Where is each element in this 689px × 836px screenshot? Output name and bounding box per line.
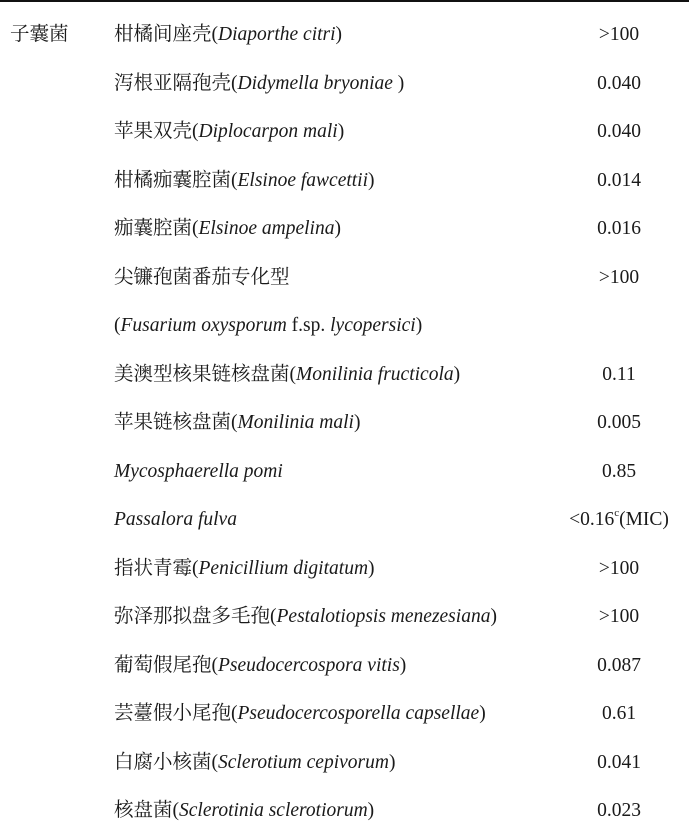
species-name (114, 690, 486, 739)
species-latin-name: Diplocarpon mali (198, 121, 338, 142)
table-row (0, 205, 689, 254)
table-row (0, 11, 689, 60)
species-name-text: 尖镰孢菌番茄专化型 (114, 266, 290, 288)
table-row (0, 351, 689, 400)
species-name (114, 60, 404, 109)
species-name-text: ) (367, 800, 375, 821)
value-text: 0.040 (597, 72, 641, 94)
ec50-value (548, 642, 689, 691)
ec50-value (548, 787, 689, 836)
ec50-value (548, 593, 689, 642)
species-name-text: ) (453, 363, 461, 385)
value-text: 0.023 (597, 800, 641, 821)
value-text: 0.005 (597, 412, 641, 433)
species-name-text: ) (388, 751, 396, 773)
table-row (0, 157, 689, 206)
species-name (114, 205, 341, 254)
species-latin-name: Pestalotiopsis menezesiana (276, 606, 491, 627)
table-row (0, 448, 689, 497)
species-name (114, 108, 344, 157)
species-name-text: ) (334, 218, 341, 239)
ec50-value (548, 690, 689, 739)
value-text: >100 (598, 557, 640, 579)
ec50-value (548, 108, 689, 157)
species-latin-name: Penicillium digitatum (198, 557, 369, 579)
table-row (0, 787, 689, 836)
species-latin-name: Fusarium oxysporum (120, 315, 287, 336)
species-name-text: 美澳型核果链核盘菌( (114, 363, 296, 385)
species-latin-name: Pseudocercosporella capsellae (237, 703, 480, 724)
species-name-text: ) (337, 121, 345, 142)
species-name (114, 157, 375, 206)
species-name (114, 545, 375, 594)
value-text: 0.087 (597, 654, 641, 676)
species-name-text: 核盘菌( (114, 800, 179, 821)
species-name-text: 柑橘间座壳( (114, 24, 218, 45)
table-row (0, 593, 689, 642)
species-name (114, 351, 460, 400)
footnote-marker: c (614, 506, 620, 519)
fungi-sensitivity-table (0, 11, 689, 836)
species-latin-name: lycopersici (330, 315, 416, 336)
value-text: 0.040 (597, 121, 641, 142)
table-row (0, 642, 689, 691)
species-name-text: ) (335, 24, 343, 45)
value-text: 0.61 (601, 703, 637, 724)
value-text: 0.11 (602, 363, 636, 385)
species-name-text: 苹果双壳( (114, 121, 199, 142)
species-name-text: 柑橘痂囊腔菌( (114, 169, 238, 191)
species-latin-name: Monilinia fructicola (296, 363, 454, 385)
species-latin-name: Diaporthe citri (218, 24, 336, 45)
species-name (114, 254, 290, 303)
species-name (114, 302, 422, 351)
ec50-value (548, 448, 689, 497)
species-name-text: 芸薹假小尾孢( (114, 703, 238, 724)
table-top-rule (0, 0, 689, 2)
value-text: 0.014 (597, 169, 641, 191)
species-name (114, 448, 283, 497)
species-latin-name: Didymella bryoniae (237, 72, 398, 94)
species-latin-name: Elsinoe fawcettii (237, 169, 369, 191)
species-name (114, 593, 497, 642)
value-text: >100 (598, 24, 640, 45)
species-latin-name: Mycosphaerella pomi (114, 460, 283, 482)
species-name-text: ) (399, 654, 407, 676)
ec50-value (548, 157, 689, 206)
species-name (114, 787, 374, 836)
species-name-text: ) (415, 315, 423, 336)
value-text: 0.85 (601, 460, 637, 482)
species-name-text: 指状青霉( (114, 557, 199, 579)
species-name (114, 399, 360, 448)
table-row (0, 254, 689, 303)
ec50-value (548, 399, 689, 448)
species-name (114, 496, 237, 545)
species-name-text: f.sp. (286, 315, 331, 336)
species-name-text: 苹果链核盘菌( (114, 412, 238, 433)
species-name (114, 11, 342, 60)
ec50-value (548, 254, 689, 303)
ec50-value (548, 205, 689, 254)
value-text: >100 (598, 266, 640, 288)
species-name-text: ) (368, 169, 375, 191)
species-latin-name: Monilinia mali (237, 412, 354, 433)
category-label: 子囊菌 (10, 24, 69, 45)
species-name-text: 白腐小核菌( (114, 751, 218, 773)
value-text: 0.041 (597, 751, 641, 773)
species-name-text: 痂囊腔菌( (114, 218, 199, 239)
species-name (114, 642, 406, 691)
species-name-text: ) (368, 557, 375, 579)
value-text: <0.16 (569, 509, 615, 530)
species-name-text: ( (114, 315, 121, 336)
ec50-value (548, 351, 689, 400)
species-latin-name: Passalora fulva (114, 509, 237, 530)
species-name-text: ) (490, 606, 497, 627)
ec50-value (548, 545, 689, 594)
table-row (0, 739, 689, 788)
species-latin-name: Sclerotinia sclerotiorum (179, 800, 368, 821)
table-row (0, 690, 689, 739)
value-suffix: (MIC) (619, 509, 669, 530)
species-name-text: ) (479, 703, 486, 724)
species-latin-name: Pseudocercospora vitis (218, 654, 400, 676)
ec50-value (548, 11, 689, 60)
ec50-value (548, 60, 689, 109)
table-row (0, 545, 689, 594)
species-name-text: 弥泽那拟盘多毛孢( (114, 606, 277, 627)
table-row (0, 108, 689, 157)
species-name-text: ) (353, 412, 361, 433)
table-row (0, 399, 689, 448)
value-text: >100 (598, 606, 640, 627)
species-name-text: 葡萄假尾孢( (114, 654, 218, 676)
species-name-text: 泻根亚隔孢壳( (114, 72, 238, 94)
table-row (0, 496, 689, 545)
table-row (0, 60, 689, 109)
species-latin-name: Sclerotium cepivorum (218, 751, 389, 773)
ec50-value (548, 496, 689, 545)
species-name-text: ) (397, 72, 405, 94)
species-latin-name: Elsinoe ampelina (198, 218, 335, 239)
value-text: 0.016 (597, 218, 641, 239)
table-row (0, 302, 689, 351)
species-name (114, 739, 395, 788)
ec50-value (548, 739, 689, 788)
